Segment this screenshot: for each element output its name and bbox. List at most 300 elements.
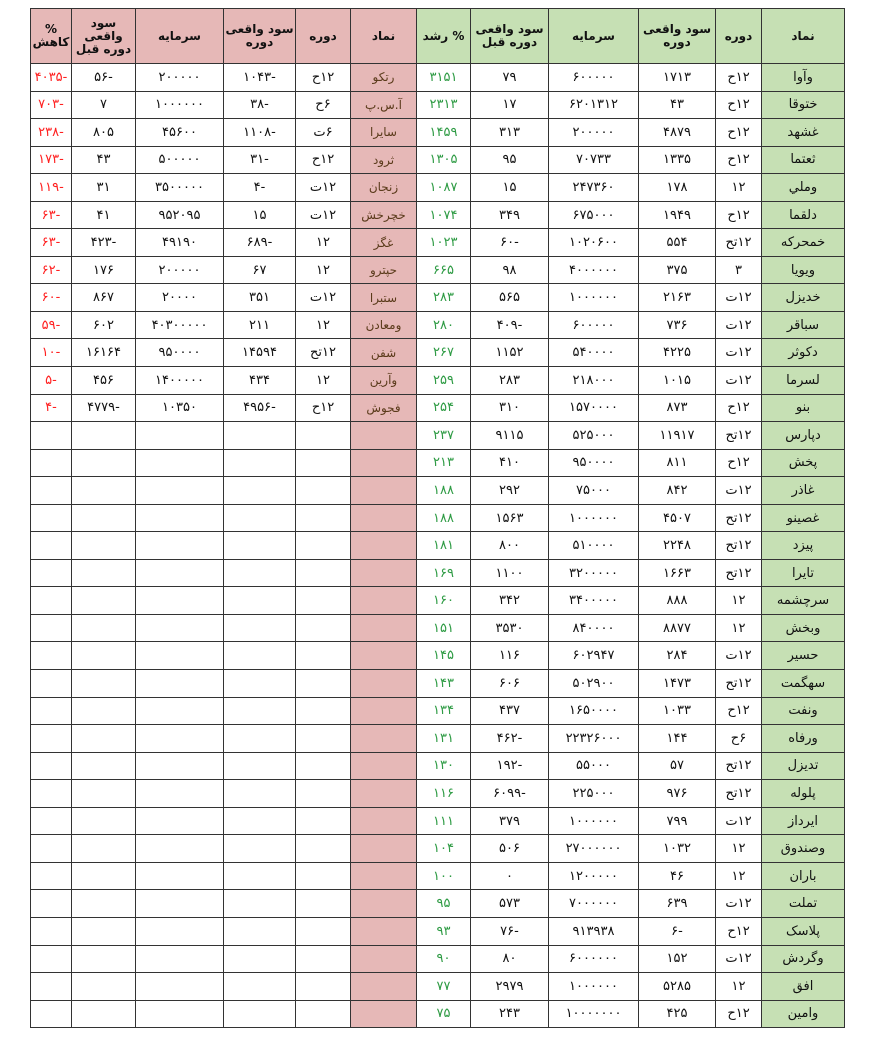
growth-pct-cell: ۱۰۲۳ <box>417 229 471 257</box>
decline-period-cell <box>296 642 351 670</box>
decline-symbol-cell: خچرخش <box>351 201 417 229</box>
growth-capital-cell: ۱۰۰۰۰۰۰ <box>549 807 639 835</box>
growth-symbol-cell: ختوقا <box>762 91 845 119</box>
decline-pct-cell <box>31 532 72 560</box>
decline-capital-cell: ۲۰۰۰۰۰ <box>136 64 224 92</box>
decline-prev-earnings-cell <box>72 614 136 642</box>
decline-prev-earnings-cell <box>72 532 136 560</box>
decline-capital-cell: ۹۵۰۰۰۰ <box>136 339 224 367</box>
growth-period-cell: ۱۲تح <box>716 780 762 808</box>
decline-period-cell: ۱۲ت <box>296 284 351 312</box>
growth-capital-cell: ۴۰۰۰۰۰۰ <box>549 256 639 284</box>
decline-symbol-cell <box>351 697 417 725</box>
growth-symbol-cell: لسرما <box>762 367 845 395</box>
growth-capital-cell: ۳۲۰۰۰۰۰ <box>549 559 639 587</box>
growth-pct-cell: ۲۵۴ <box>417 394 471 422</box>
decline-pct-cell <box>31 890 72 918</box>
decline-symbol-cell: فجوش <box>351 394 417 422</box>
decline-pct-cell <box>31 477 72 505</box>
decline-prev-earnings-cell <box>72 780 136 808</box>
decline-symbol-cell <box>351 614 417 642</box>
growth-prev-earnings-cell: -۴۶۲ <box>471 725 549 753</box>
growth-prev-earnings-cell: ۵۶۵ <box>471 284 549 312</box>
decline-symbol-cell <box>351 642 417 670</box>
growth-prev-earnings-cell: ۰ <box>471 862 549 890</box>
table-row <box>31 835 845 863</box>
decline-prev-earnings-cell <box>72 807 136 835</box>
decline-capital-cell <box>136 807 224 835</box>
growth-pct-header: % رشد <box>417 9 471 64</box>
growth-prev-earnings-cell: ۸۰۰ <box>471 532 549 560</box>
decline-prev-earnings-cell <box>72 587 136 615</box>
decline-pct-cell <box>31 697 72 725</box>
decline-symbol-cell <box>351 532 417 560</box>
decline-prev-earnings-cell <box>72 504 136 532</box>
table-row <box>31 256 845 284</box>
decline-symbol-cell <box>351 890 417 918</box>
decline-earnings-cell: ۱۵ <box>224 201 296 229</box>
decline-prev-earnings-cell <box>72 449 136 477</box>
decline-pct-cell <box>31 1000 72 1028</box>
decline-earnings-cell <box>224 725 296 753</box>
decline-earnings-cell <box>224 642 296 670</box>
table-row <box>31 201 845 229</box>
growth-pct-cell: ۱۱۱ <box>417 807 471 835</box>
growth-pct-cell: ۲۱۳ <box>417 449 471 477</box>
growth-symbol-cell: وآوا <box>762 64 845 92</box>
growth-earnings-cell: ۷۳۶ <box>639 311 716 339</box>
table-row <box>31 1000 845 1028</box>
decline-prev-earnings-cell <box>72 835 136 863</box>
growth-period-cell: ۱۲تح <box>716 670 762 698</box>
growth-pct-cell: ۱۸۸ <box>417 504 471 532</box>
table-row <box>31 614 845 642</box>
growth-capital-cell: ۶۰۲۹۴۷ <box>549 642 639 670</box>
decline-earnings-cell <box>224 807 296 835</box>
decline-capital-cell <box>136 890 224 918</box>
decline-pct-cell <box>31 559 72 587</box>
growth-capital-cell: ۱۰۰۰۰۰۰۰ <box>549 1000 639 1028</box>
decline-earnings-cell <box>224 587 296 615</box>
table-row <box>31 917 845 945</box>
decline-earnings-cell <box>224 973 296 1001</box>
decline-capital-cell <box>136 614 224 642</box>
growth-capital-cell: ۵۵۰۰۰ <box>549 752 639 780</box>
decline-period-cell: ۱۲ح <box>296 394 351 422</box>
growth-prev-earnings-cell: ۶۰۶ <box>471 670 549 698</box>
growth-period-cell: ۱۲ت <box>716 284 762 312</box>
decline-period-cell: ۶ت <box>296 119 351 147</box>
decline-earnings-cell <box>224 614 296 642</box>
growth-prev-earnings-cell: ۷۹ <box>471 64 549 92</box>
growth-earnings-cell: ۸۸۸ <box>639 587 716 615</box>
decline-pct-cell <box>31 752 72 780</box>
decline-symbol-cell <box>351 780 417 808</box>
table-row <box>31 229 845 257</box>
decline-symbol-cell <box>351 725 417 753</box>
growth-pct-cell: ۱۰۰ <box>417 862 471 890</box>
growth-capital-cell: ۵۴۰۰۰۰ <box>549 339 639 367</box>
decline-prev-earnings-cell: ۸۰۵ <box>72 119 136 147</box>
decline-symbol-cell: آ.س.پ <box>351 91 417 119</box>
decline-prev-earnings-cell: ۶۰۲ <box>72 311 136 339</box>
table-row <box>31 945 845 973</box>
growth-period-cell: ۱۲ت <box>716 945 762 973</box>
decline-period-cell <box>296 835 351 863</box>
decline-earnings-cell <box>224 752 296 780</box>
growth-capital-cell: ۶۷۵۰۰۰ <box>549 201 639 229</box>
growth-capital-cell: ۱۰۰۰۰۰۰ <box>549 973 639 1001</box>
decline-prev-earnings-cell: ۳۱ <box>72 174 136 202</box>
growth-earnings-cell: ۷۹۹ <box>639 807 716 835</box>
decline-pct-cell <box>31 807 72 835</box>
decline-capital-cell <box>136 862 224 890</box>
header-row <box>31 9 845 64</box>
table-row <box>31 422 845 450</box>
growth-capital-cell: ۷۰۷۳۳ <box>549 146 639 174</box>
decline-pct-cell: -۲۳۸ <box>31 119 72 147</box>
decline-period-cell <box>296 973 351 1001</box>
decline-symbol-cell <box>351 422 417 450</box>
table-row <box>31 311 845 339</box>
growth-symbol-cell: وصندوق <box>762 835 845 863</box>
growth-period-cell: ۱۲ح <box>716 201 762 229</box>
decline-prev-earnings-cell <box>72 670 136 698</box>
decline-prev-earnings-cell: ۸۶۷ <box>72 284 136 312</box>
decline-symbol-cell: وآرین <box>351 367 417 395</box>
table-row <box>31 504 845 532</box>
decline-prev-earnings-cell <box>72 422 136 450</box>
growth-symbol-cell: خمحرکه <box>762 229 845 257</box>
decline-symbol-cell: شفن <box>351 339 417 367</box>
growth-prev-earnings-cell: ۱۵ <box>471 174 549 202</box>
growth-earnings-cell: ۱۴۴ <box>639 725 716 753</box>
growth-earnings-cell: ۱۰۱۵ <box>639 367 716 395</box>
growth-capital-cell: ۲۷۰۰۰۰۰۰ <box>549 835 639 863</box>
decline-prev-earnings-cell <box>72 725 136 753</box>
decline-period-cell: ۱۲ت <box>296 174 351 202</box>
table-row <box>31 532 845 560</box>
decline-earnings-cell: -۴۹۵۶ <box>224 394 296 422</box>
decline-symbol-cell <box>351 1000 417 1028</box>
decline-capital-cell <box>136 477 224 505</box>
decline-earnings-cell <box>224 477 296 505</box>
decline-capital-cell <box>136 504 224 532</box>
decline-earnings-cell: -۴ <box>224 174 296 202</box>
decline-prev-earnings-cell <box>72 559 136 587</box>
decline-prev-earnings-cell <box>72 642 136 670</box>
growth-capital-cell: ۱۶۵۰۰۰۰ <box>549 697 639 725</box>
growth-earnings-cell: ۱۳۳۵ <box>639 146 716 174</box>
decline-pct-cell <box>31 973 72 1001</box>
growth-earnings-cell: ۶۳۹ <box>639 890 716 918</box>
table-row <box>31 449 845 477</box>
table-row <box>31 752 845 780</box>
growth-earnings-cell: ۱۴۷۳ <box>639 670 716 698</box>
decline-capital-cell <box>136 449 224 477</box>
decline-earnings-cell: -۳۸ <box>224 91 296 119</box>
growth-period-cell: ۱۲تح <box>716 752 762 780</box>
growth-earnings-cell: ۱۹۴۹ <box>639 201 716 229</box>
decline-symbol-cell: ثرود <box>351 146 417 174</box>
decline-symbol-cell <box>351 587 417 615</box>
growth-capital-cell: ۳۴۰۰۰۰۰ <box>549 587 639 615</box>
growth-period-cell: ۱۲ <box>716 835 762 863</box>
decline-pct-cell: -۷۰۳ <box>31 91 72 119</box>
decline-symbol-cell <box>351 449 417 477</box>
decline-period-cell <box>296 559 351 587</box>
decline-period-cell <box>296 422 351 450</box>
decline-pct-cell <box>31 945 72 973</box>
growth-capital-cell: ۹۱۳۹۳۸ <box>549 917 639 945</box>
decline-pct-cell <box>31 835 72 863</box>
table-body <box>31 64 845 1028</box>
decline-earnings-cell <box>224 449 296 477</box>
decline-pct-cell: -۶۳ <box>31 229 72 257</box>
growth-symbol-cell: سهگمت <box>762 670 845 698</box>
growth-prev-earnings-cell: ۲۴۳ <box>471 1000 549 1028</box>
growth-earnings-header: سود واقعی دوره <box>639 9 716 64</box>
growth-pct-cell: ۷۷ <box>417 973 471 1001</box>
growth-earnings-cell: ۴۸۷۹ <box>639 119 716 147</box>
growth-prev-earnings-cell: ۳۴۹ <box>471 201 549 229</box>
growth-earnings-cell: ۱۱۹۱۷ <box>639 422 716 450</box>
growth-period-cell: ۱۲ <box>716 587 762 615</box>
table-row <box>31 642 845 670</box>
growth-period-cell: ۳ <box>716 256 762 284</box>
decline-pct-cell <box>31 725 72 753</box>
growth-earnings-cell: ۴۳ <box>639 91 716 119</box>
growth-pct-cell: ۲۵۹ <box>417 367 471 395</box>
table-row <box>31 973 845 1001</box>
decline-period-cell <box>296 917 351 945</box>
growth-symbol-cell: وگردش <box>762 945 845 973</box>
growth-prev-earnings-cell: ۳۵۳۰ <box>471 614 549 642</box>
decline-symbol-cell <box>351 670 417 698</box>
table-row <box>31 339 845 367</box>
decline-period-cell <box>296 862 351 890</box>
decline-prev-earnings-cell: -۵۶ <box>72 64 136 92</box>
growth-period-cell: ۱۲ح <box>716 146 762 174</box>
table-row <box>31 670 845 698</box>
decline-pct-cell <box>31 917 72 945</box>
decline-period-cell: ۱۲ت <box>296 201 351 229</box>
decline-period-cell: ۱۲ح <box>296 64 351 92</box>
growth-earnings-cell: ۵۷ <box>639 752 716 780</box>
growth-pct-cell: ۳۱۵۱ <box>417 64 471 92</box>
growth-period-cell: ۱۲ح <box>716 91 762 119</box>
table-row <box>31 559 845 587</box>
table-row <box>31 91 845 119</box>
growth-earnings-cell: ۸۷۳ <box>639 394 716 422</box>
growth-capital-cell: ۶۰۰۰۰۰۰ <box>549 945 639 973</box>
decline-pct-cell <box>31 642 72 670</box>
earnings-table <box>30 8 845 1028</box>
decline-pct-cell: -۱۰ <box>31 339 72 367</box>
decline-period-cell: ۱۲ <box>296 256 351 284</box>
growth-pct-cell: ۱۵۱ <box>417 614 471 642</box>
growth-pct-cell: ۱۴۵۹ <box>417 119 471 147</box>
table-row <box>31 394 845 422</box>
decline-earnings-cell <box>224 835 296 863</box>
decline-pct-cell <box>31 862 72 890</box>
growth-earnings-cell: ۲۲۴۸ <box>639 532 716 560</box>
growth-pct-cell: ۱۸۸ <box>417 477 471 505</box>
growth-earnings-cell: ۸۸۷۷ <box>639 614 716 642</box>
decline-earnings-cell: -۶۸۹ <box>224 229 296 257</box>
decline-pct-cell <box>31 670 72 698</box>
growth-capital-cell: ۲۴۷۳۶۰ <box>549 174 639 202</box>
growth-capital-cell: ۱۵۷۰۰۰۰ <box>549 394 639 422</box>
decline-symbol-cell: رتکو <box>351 64 417 92</box>
decline-prev-earnings-cell <box>72 862 136 890</box>
growth-earnings-cell: -۶ <box>639 917 716 945</box>
growth-symbol-cell: تایرا <box>762 559 845 587</box>
growth-period-cell: ۱۲ت <box>716 311 762 339</box>
decline-earnings-cell: ۴۳۴ <box>224 367 296 395</box>
growth-earnings-cell: ۲۸۴ <box>639 642 716 670</box>
growth-period-cell: ۱۲تح <box>716 559 762 587</box>
decline-prev-earnings-cell: ۴۵۶ <box>72 367 136 395</box>
growth-symbol-cell: تدیزل <box>762 752 845 780</box>
decline-prev-earnings-cell: -۴۷۷۹ <box>72 394 136 422</box>
growth-symbol-cell: وبخش <box>762 614 845 642</box>
earnings-comparison-sheet <box>30 8 844 1038</box>
growth-capital-cell: ۷۵۰۰۰ <box>549 477 639 505</box>
growth-earnings-cell: ۱۵۲ <box>639 945 716 973</box>
decline-prev-earnings-cell: ۴۱ <box>72 201 136 229</box>
growth-earnings-cell: ۱۷۱۳ <box>639 64 716 92</box>
growth-prev-earnings-cell: ۲۹۷۹ <box>471 973 549 1001</box>
decline-capital-cell: ۵۰۰۰۰۰ <box>136 146 224 174</box>
table-row <box>31 174 845 202</box>
growth-symbol-cell: پلاسک <box>762 917 845 945</box>
growth-period-cell: ۱۲تح <box>716 504 762 532</box>
growth-prev-earnings-cell: -۴۰۹ <box>471 311 549 339</box>
decline-capital-cell: ۱۰۰۰۰۰۰ <box>136 91 224 119</box>
decline-pct-cell: -۶۰ <box>31 284 72 312</box>
growth-prev-earnings-cell: ۲۸۳ <box>471 367 549 395</box>
growth-pct-cell: ۱۳۰۵ <box>417 146 471 174</box>
growth-period-cell: ۱۲ت <box>716 477 762 505</box>
decline-capital-cell <box>136 752 224 780</box>
growth-pct-cell: ۹۳ <box>417 917 471 945</box>
decline-capital-cell <box>136 559 224 587</box>
growth-capital-cell: ۶۰۰۰۰۰ <box>549 311 639 339</box>
growth-symbol-cell: پخش <box>762 449 845 477</box>
growth-capital-cell: ۱۰۲۰۶۰۰ <box>549 229 639 257</box>
table-row <box>31 284 845 312</box>
decline-symbol-cell <box>351 504 417 532</box>
growth-pct-cell: ۱۴۵ <box>417 642 471 670</box>
growth-period-cell: ۱۲ح <box>716 917 762 945</box>
decline-capital-cell <box>136 1000 224 1028</box>
growth-capital-cell: ۸۴۰۰۰۰ <box>549 614 639 642</box>
decline-earnings-cell <box>224 890 296 918</box>
decline-earnings-cell <box>224 559 296 587</box>
table-row <box>31 146 845 174</box>
growth-earnings-cell: ۴۶ <box>639 862 716 890</box>
growth-prev-earnings-cell: ۵۷۳ <box>471 890 549 918</box>
decline-period-cell <box>296 752 351 780</box>
growth-capital-cell: ۲۲۳۲۶۰۰۰ <box>549 725 639 753</box>
growth-period-cell: ۱۲ح <box>716 1000 762 1028</box>
growth-pct-cell: ۲۸۰ <box>417 311 471 339</box>
growth-symbol-cell: سرچشمه <box>762 587 845 615</box>
decline-symbol-cell <box>351 945 417 973</box>
decline-symbol-cell <box>351 477 417 505</box>
table-row <box>31 697 845 725</box>
growth-period-cell: ۱۲ <box>716 614 762 642</box>
decline-prev-earnings-cell <box>72 945 136 973</box>
growth-prev-earnings-header: سود واقعی دوره قبل <box>471 9 549 64</box>
growth-prev-earnings-cell: ۹۸ <box>471 256 549 284</box>
growth-earnings-cell: ۱۰۳۳ <box>639 697 716 725</box>
growth-symbol-cell: غاذر <box>762 477 845 505</box>
decline-symbol-cell <box>351 752 417 780</box>
decline-pct-cell: -۵۹ <box>31 311 72 339</box>
growth-pct-cell: ۱۳۱ <box>417 725 471 753</box>
decline-period-cell <box>296 614 351 642</box>
decline-period-cell <box>296 504 351 532</box>
growth-symbol-cell: ایرداز <box>762 807 845 835</box>
growth-prev-earnings-cell: ۴۱۰ <box>471 449 549 477</box>
decline-symbol-header: نماد <box>351 9 417 64</box>
decline-capital-cell <box>136 422 224 450</box>
growth-period-header: دوره <box>716 9 762 64</box>
decline-period-cell <box>296 807 351 835</box>
growth-prev-earnings-cell: -۱۹۲ <box>471 752 549 780</box>
growth-symbol-cell: دکوثر <box>762 339 845 367</box>
decline-earnings-cell <box>224 917 296 945</box>
growth-pct-cell: ۲۶۷ <box>417 339 471 367</box>
decline-symbol-cell <box>351 835 417 863</box>
decline-capital-cell <box>136 697 224 725</box>
decline-period-cell: ۱۲ح <box>296 146 351 174</box>
growth-earnings-cell: ۸۴۲ <box>639 477 716 505</box>
decline-earnings-cell <box>224 422 296 450</box>
growth-pct-cell: ۱۱۶ <box>417 780 471 808</box>
growth-pct-cell: ۱۶۹ <box>417 559 471 587</box>
decline-pct-cell <box>31 780 72 808</box>
growth-period-cell: ۱۲ت <box>716 807 762 835</box>
growth-capital-cell: ۶۰۰۰۰۰ <box>549 64 639 92</box>
growth-prev-earnings-cell: ۵۰۶ <box>471 835 549 863</box>
decline-pct-cell <box>31 422 72 450</box>
decline-earnings-cell <box>224 504 296 532</box>
decline-prev-earnings-cell <box>72 890 136 918</box>
growth-capital-cell: ۵۰۲۹۰۰ <box>549 670 639 698</box>
decline-period-cell <box>296 587 351 615</box>
growth-period-cell: ۱۲ح <box>716 64 762 92</box>
growth-prev-earnings-cell: -۶۰۹۹ <box>471 780 549 808</box>
growth-symbol-cell: دلقما <box>762 201 845 229</box>
decline-prev-earnings-cell <box>72 752 136 780</box>
growth-prev-earnings-cell: ۱۵۶۳ <box>471 504 549 532</box>
decline-period-cell: ۱۲ <box>296 367 351 395</box>
growth-prev-earnings-cell: ۳۴۲ <box>471 587 549 615</box>
decline-prev-earnings-cell: ۴۳ <box>72 146 136 174</box>
decline-earnings-cell <box>224 532 296 560</box>
growth-earnings-cell: ۱۰۳۲ <box>639 835 716 863</box>
growth-earnings-cell: ۸۱۱ <box>639 449 716 477</box>
table-row <box>31 64 845 92</box>
decline-earnings-cell <box>224 780 296 808</box>
table-row <box>31 862 845 890</box>
growth-prev-earnings-cell: ۴۳۷ <box>471 697 549 725</box>
growth-capital-cell: ۲۲۵۰۰۰ <box>549 780 639 808</box>
table-row <box>31 477 845 505</box>
